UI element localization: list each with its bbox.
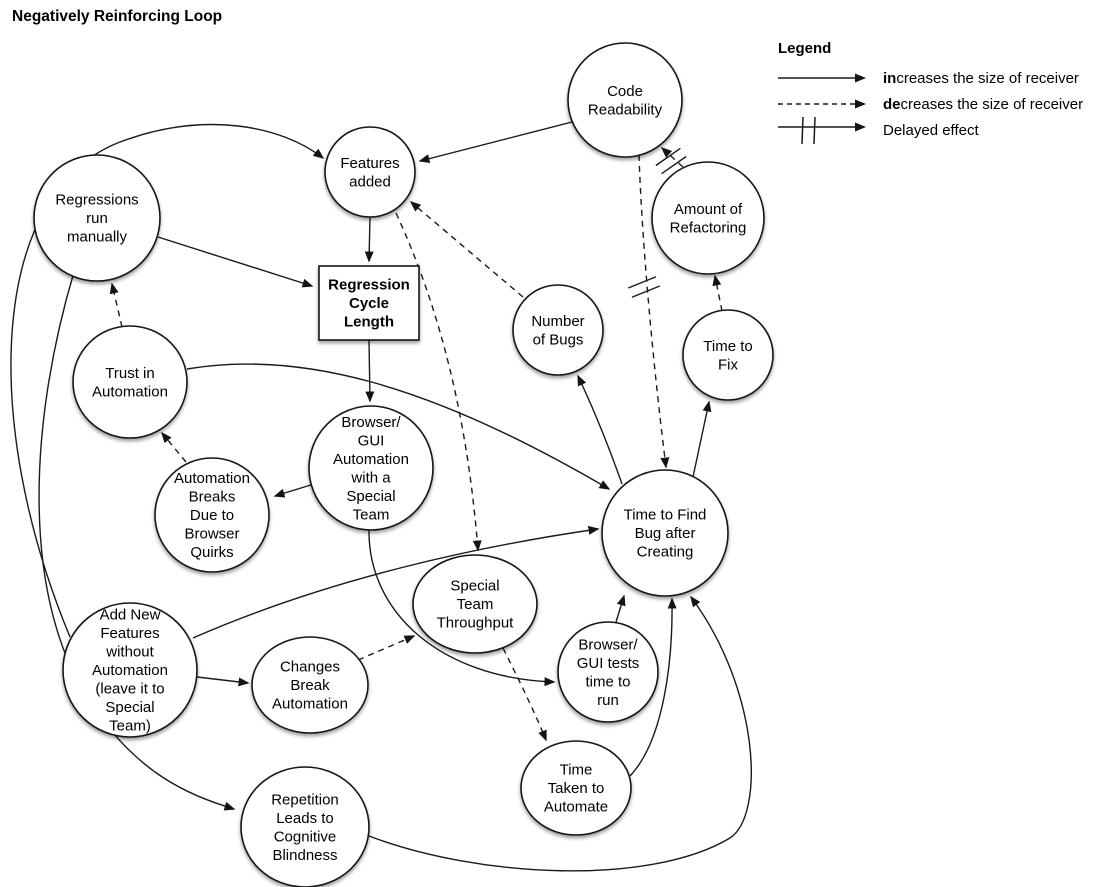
diagram-title: Negatively Reinforcing Loop xyxy=(12,8,223,25)
number_of_bugs-label: Number of Bugs xyxy=(531,312,585,349)
edge-special_team_throughput-to-time_taken_to_automate xyxy=(503,648,546,740)
node-changes_break_automation xyxy=(252,637,368,733)
code_readability-shape xyxy=(568,43,682,157)
node-time_to_find_bug xyxy=(602,470,728,596)
code_readability-label: Code Readability xyxy=(587,82,663,119)
time_to_fix-label: Time to Fix xyxy=(703,337,753,374)
legend xyxy=(776,40,1083,143)
nodes-layer xyxy=(34,43,773,887)
edge-time_to_fix-to-amount_of_refactoring xyxy=(715,276,722,311)
time_taken_to_automate-label: Time Taken to Automate xyxy=(543,761,609,816)
edge-number_of_bugs-to-features_added xyxy=(411,202,523,297)
legend-item-decrease xyxy=(776,91,1083,117)
edge-time_to_find_bug-to-time_to_fix xyxy=(693,402,709,477)
features_added-label: Features added xyxy=(340,154,400,191)
edge-browser_gui_automation-to-automation_breaks xyxy=(275,484,314,496)
node-repetition_cognitive_blindness xyxy=(241,767,369,887)
number_of_bugs-shape xyxy=(513,285,603,375)
node-regressions_run_manually xyxy=(34,155,160,281)
legend-item-label: increases the size of receiver xyxy=(883,69,1079,87)
node-time_taken_to_automate xyxy=(521,741,631,835)
amount_of_refactoring-shape xyxy=(652,162,764,274)
trust_in_automation-shape xyxy=(73,326,187,438)
node-automation_breaks xyxy=(155,458,269,572)
legend-item-label: decreases the size of receiver xyxy=(883,95,1084,113)
node-time_to_fix xyxy=(683,310,773,400)
trust_in_automation-label: Trust in Automation xyxy=(92,364,168,401)
browser_gui_tests_time-label: Browser/ GUI tests time to run xyxy=(576,636,640,709)
repetition_cognitive_blindness-shape xyxy=(241,767,369,887)
features_added-shape xyxy=(325,127,415,217)
dashed-arrow-icon xyxy=(776,97,871,111)
node-features_added xyxy=(325,127,415,217)
browser_gui_automation-label: Browser/ GUI Automation with a Special Team xyxy=(333,413,409,524)
node-special_team_throughput xyxy=(413,555,537,653)
special_team_throughput-label: Special Team Throughput xyxy=(436,577,514,632)
edge-features_added-to-regression_cycle_length xyxy=(369,217,370,261)
repetition_cognitive_blindness-label: Repetition Leads to Cognitive Blindness xyxy=(271,791,339,864)
edge-code_readability-to-features_added xyxy=(420,122,572,161)
legend-item-increase xyxy=(776,65,1083,91)
edge-browser_gui_tests_time-to-time_to_find_bug xyxy=(616,596,624,622)
edge-changes_break_automation-to-special_team_throughput xyxy=(358,636,414,660)
time_to_find_bug-label: Time to Find Bug after Creating xyxy=(623,506,707,561)
node-trust_in_automation xyxy=(73,326,187,438)
delay-marks-code_readability-to-time_to_find_bug xyxy=(628,277,660,298)
legend-item-label: Delayed effect xyxy=(883,121,979,139)
legend-heading: Legend xyxy=(778,40,832,57)
edge-trust_in_automation-to-regressions_run_manually xyxy=(112,284,122,327)
automation_breaks-label: Automation Breaks Due to Browser Quirks xyxy=(174,470,250,561)
legend-item-delayed xyxy=(776,117,1083,143)
node-add_new_features xyxy=(63,603,197,737)
node-browser_gui_automation xyxy=(309,406,433,530)
delayed-effect-icon xyxy=(776,115,871,145)
edge-regressions_run_manually-to-regression_cycle_length xyxy=(158,237,312,286)
amount_of_refactoring-label: Amount of Refactoring xyxy=(669,200,747,237)
solid-arrow-icon xyxy=(776,71,871,85)
regression_cycle_length-label: Regression Cycle Length xyxy=(328,276,410,331)
node-code_readability xyxy=(568,43,682,157)
node-number_of_bugs xyxy=(513,285,603,375)
edge-amount_of_refactoring-to-code_readability xyxy=(662,148,683,167)
node-amount_of_refactoring xyxy=(652,162,764,274)
time_to_fix-shape xyxy=(683,310,773,400)
edge-add_new_features-to-changes_break_automation xyxy=(197,677,248,683)
edge-time_to_find_bug-to-number_of_bugs xyxy=(578,376,622,484)
edge-regression_cycle_length-to-browser_gui_automation xyxy=(369,340,370,401)
add_new_features-label: Add New Features without Automation (leave it to Special Team) xyxy=(92,606,168,735)
node-browser_gui_tests_time xyxy=(558,622,658,722)
edge-automation_breaks-to-trust_in_automation xyxy=(162,433,186,462)
changes_break_automation-label: Changes Break Automation xyxy=(272,658,348,713)
node-regression_cycle_length xyxy=(319,266,419,340)
regressions_run_manually-label: Regressions run manually xyxy=(55,191,139,246)
